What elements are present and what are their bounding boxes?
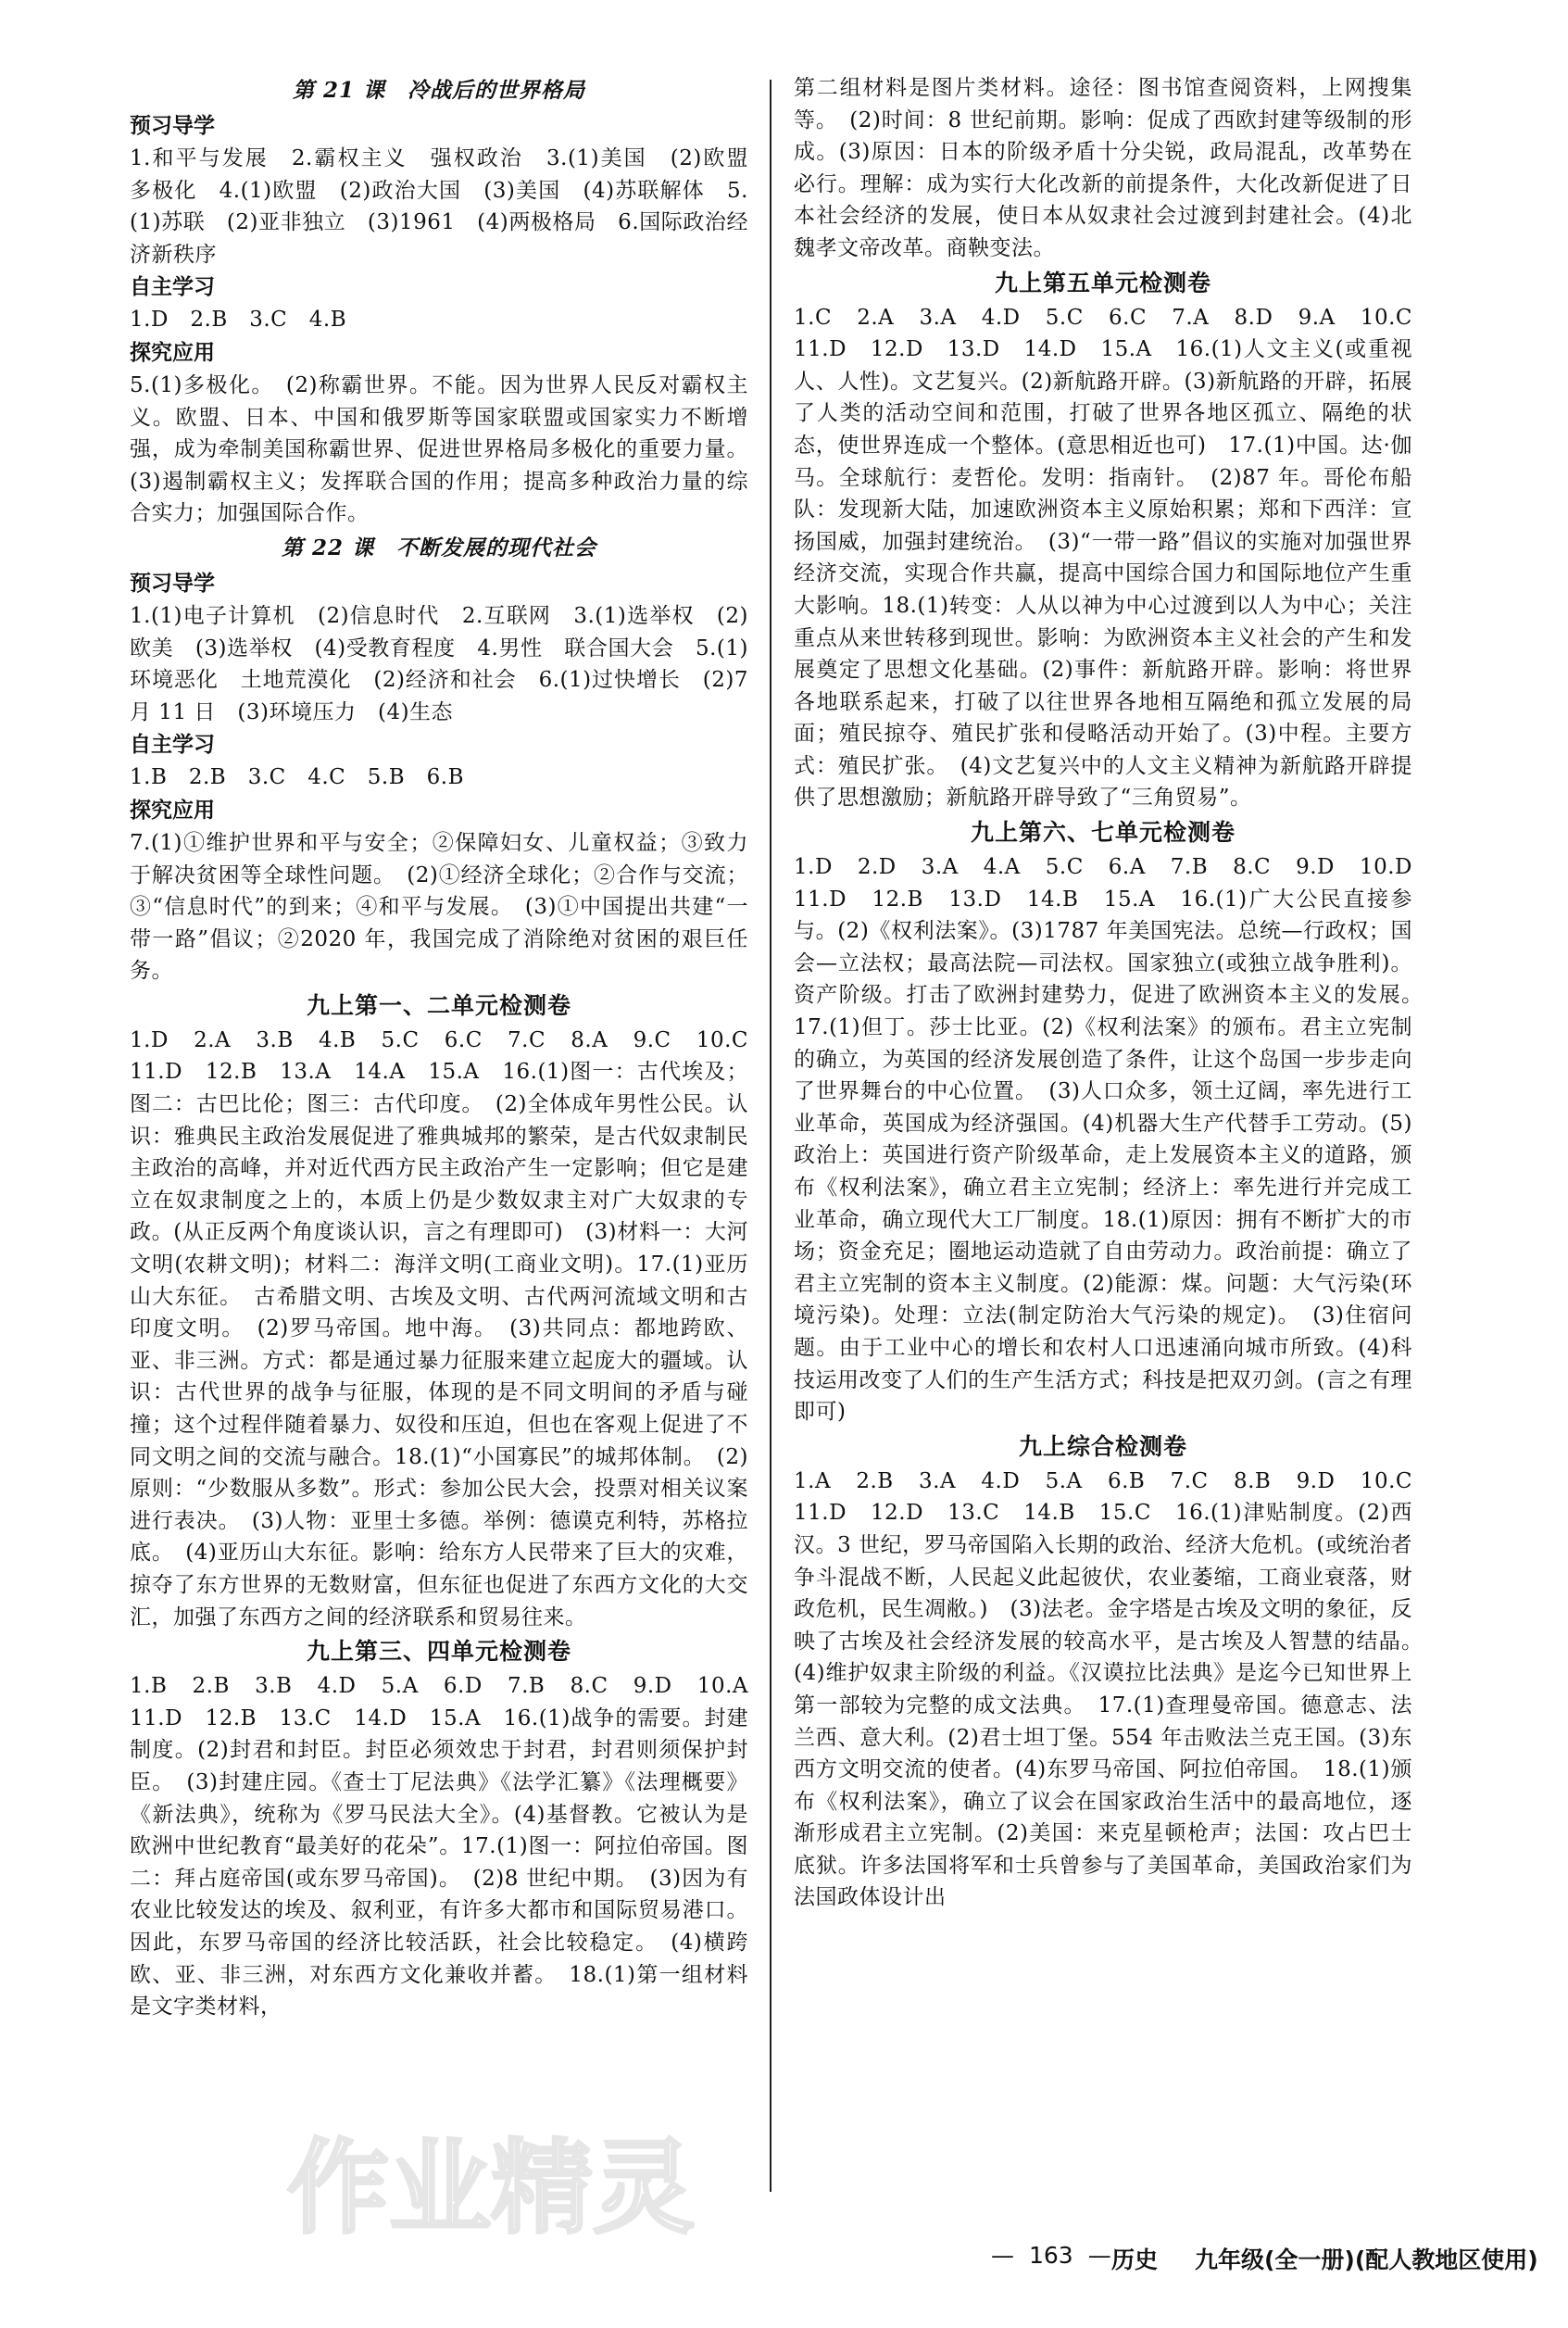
answer-text: 1.C 2.A 3.A 4.D 5.C 6.C 7.A 8.D 9.A 10.C 11.D 12.D 13.D 14.D 15.A 16.(1)人文主义(或重视人、人性)。文艺复兴。(2)新航路开辟。(3)新航路的开辟，拓展了人类的活动空间和范围，打破了世界各地区孤立、隔绝的状态，使世界连成一个整体。(意思相近也可) 17.(1)中国。达·伽马。全球航行：麦哲伦。发明：指南针。 (2)87 年。哥伦布船队：发现新大陆，加速欧洲资本主义原始积累；郑和下西洋：宣扬国威，加强封建统治。 (3)“一带一路”倡议的实施对加强世界经济交流，实现合作共赢，提高中国综合国力和国际地位产生重大影响。18.(1)转变：人从以神为中心过渡到以人为中心；关注重点从来世转移到现世。影响：为欧洲资本主义社会的产生和发展奠定了思想文化基础。(2)事件：新航路开辟。影响：将世界各地联系起来，打破了以往世界各地相互隔绝和孤立发展的局面；殖民掠夺、殖民扩张和侵略活动开始了。(3)中程。主要方式：殖民扩张。 (4)文艺复兴中的人文主义精神为新航路开辟提供了思想激励；新航路开辟导致了“三角贸易”。 [794,305,1435,811]
answer-text: 1.(1)电子计算机 (2)信息时代 2.互联网 3.(1)选举权 (2)欧美 (3)选举权 (4)受教育程度 4.男性 联合国大会 5.(1)环境恶化 土地荒漠化 (2)经济和社会 6.(1)过快增长 (2)7月 11 日 (3)环境压力 (4)生态 [130,603,748,724]
lesson-title: 第 22 课 不断发展的现代社会 [281,535,597,560]
footer-subject: 历史 [1111,2246,1159,2273]
answer-text: 1.A 2.B 3.A 4.D 5.A 6.B 7.C 8.B 9.D 10.C 11.D 12.D 13.C 14.B 15.C 16.(1)津贴制度。(2)西汉。3 世纪，罗马帝国陷入长期的政治、经济大危机。(或统治者争斗混战不断，人民起义此起彼伏，农业萎缩，工商业衰落，财政危机，民生凋敝。) (3)法老。金字塔是古埃及文明的象征，反映了古埃及社会经济发展的较高水平，是古埃及人智慧的结晶。 (4)维护奴隶主阶级的利益。《汉谟拉比法典》是迄今已知世界上第一部较为完整的成文法典。 17.(1)查理曼帝国。德意志、法兰西、意大利。(2)君士坦丁堡。554 年击败法兰克王国。(3)东西方文明交流的使者。(4)东罗马帝国、阿拉伯帝国。 18.(1)颁布《权利法案》，确立了议会在国家政治生活中的最高地位，逐渐形成君主立宪制。(2)美国：来克星顿枪声；法国：攻占巴士底狱。许多法国将军和士兵曾参与了美国革命，美国政治家们为法国政体设计出 [794,1468,1435,1910]
page-number: — 163 — [991,2242,1111,2269]
section-heading: 预习导学 [130,114,215,138]
section-heading: 探究应用 [130,340,215,365]
test-title: 九上综合检测卷 [1018,1432,1187,1460]
column-divider [770,80,771,2192]
lesson-title: 第 21 课 冷战后的世界格局 [292,78,586,103]
answer-text: 1.和平与发展 2.霸权主义 强权政治 3.(1)美国 (2)欧盟 多极化 4.(1)欧盟 (2)政治大国 (3)美国 (4)苏联解体 5.(1)苏联 (2)亚非独立 (3)1961 (4)两极格局 6.国际政治经济新秩序 [130,146,771,267]
section-heading: 自主学习 [130,275,215,300]
left-column [130,72,771,2023]
section-heading: 自主学习 [130,733,215,758]
answer-text: 5.(1)多极化。 (2)称霸世界。不能。因为世界人民反对霸权主义。欧盟、日本、中国和俄罗斯等国家联盟或国家实力不断增强，成为牵制美国称霸世界、促进世界格局多极化的重要力量。(3)遏制霸权主义；发挥联合国的作用；提高多种政治力量的综合实力；加强国际合作。 [130,372,748,526]
section-heading: 探究应用 [130,798,215,823]
answer-text: 1.B 2.B 3.C 4.C 5.B 6.B [130,765,464,790]
answer-text: 1.B 2.B 3.B 4.D 5.A 6.D 7.B 8.C 9.D 10.A 11.D 12.B 13.C 14.D 15.A 16.(1)战争的需要。封建制度。(2)封君和封臣。封臣必须效忠于封君，封君则须保护封臣。 (3)封建庄园。《查士丁尼法典》《法学汇纂》《法理概要》《新法典》，统称为《罗马民法大全》。(4)基督教。它被认为是欧洲中世纪教育“最美好的花朵”。17.(1)图一：阿拉伯帝国。图二：拜占庭帝国(或东罗马帝国)。 (2)8 世纪中期。 (3)因为有农业比较发达的埃及、叙利亚，有许多大都市和国际贸易港口。因此，东罗马帝国的经济比较活跃，社会比较稳定。 (4)横跨欧、亚、非三洲，对东西方文化兼收并蓄。 18.(1)第一组材料是文字类材料， [130,1674,771,2020]
answer-text: 第二组材料是图片类材料。途径：图书馆查阅资料，上网搜集等。 (2)时间：8 世纪前期。影响：促成了西欧封建等级制的形成。(3)原因：日本的阶级矛盾十分尖锐，政局混乱，改革势在必行。理解：成为实行大化改新的前提条件，大化改新促进了日本社会经济的发展，使日本从奴隶社会过渡到封建社会。(4)北魏孝文帝改革。商鞅变法。 [794,76,1412,260]
right-column [794,72,1435,1914]
test-title: 九上第三、四单元检测卷 [306,1638,571,1666]
section-heading: 预习导学 [130,571,215,596]
footer-grade: 九年级(全一册)(配人教地区使用) [1195,2246,1538,2273]
answer-text: 1.D 2.B 3.C 4.B [130,308,347,333]
answer-text: 7.(1)①维护世界和平与安全；②保障妇女、儿童权益；③致力于解决贫困等全球性问题。 (2)①经济全球化；②合作与交流；③“信息时代”的到来；④和平与发展。 (3)①中国提出共建“一带一路”倡议；②2020 年，我国完成了消除绝对贫困的艰巨任务。 [130,830,748,984]
test-title: 九上第六、七单元检测卷 [970,819,1236,847]
watermark-logo [278,2121,741,2251]
watermark-text: 作业精灵 [287,2129,695,2247]
test-title: 九上第五单元检测卷 [994,269,1211,296]
test-title: 九上第一、二单元检测卷 [306,991,571,1019]
answer-text: 1.D 2.A 3.B 4.B 5.C 6.C 7.C 8.A 9.C 10.C 11.D 12.B 13.A 14.A 15.A 16.(1)图一：古代埃及；图二：古巴比伦；图三：古代印度。 (2)全体成年男性公民。认识：雅典民主政治发展促进了雅典城邦的繁荣，是古代奴隶制民主政治的高峰，并对近代西方民主政治产生一定影响；但它是建立在奴隶制度之上的，本质上仍是少数奴隶主对广大奴隶的专政。(从正反两个角度谈认识，言之有理即可) (3)材料一：大河文明(农耕文明)；材料二：海洋文明(工商业文明)。17.(1)亚历山大东征。 古希腊文明、古埃及文明、古代两河流域文明和古印度文明。 (2)罗马帝国。地中海。 (3)共同点：都地跨欧、亚、非三洲。方式：都是通过暴力征服来建立起庞大的疆域。认识：古代世界的战争与征服，体现的是不同文明间的矛盾与碰撞；这个过程伴随着暴力、奴役和压迫，但也在客观上促进了不同文明之间的交流与融合。18.(1)“小国寡民”的城邦体制。 (2)原则：“少数服从多数”。形式：参加公民大会，投票对相关议案进行表决。 (3)人物：亚里士多德。举例：德谟克利特，苏格拉底。 (4)亚历山大东征。影响：给东方人民带来了巨大的灾难，掠夺了东方世界的无数财富，但东征也促进了东西方文化的大交汇，加强了东西方之间的经济联系和贸易往来。 [130,1027,771,1630]
answer-text: 1.D 2.D 3.A 4.A 5.C 6.A 7.B 8.C 9.D 10.D 11.D 12.B 13.D 14.B 15.A 16.(1)广大公民直接参与。(2)《权利法案》。(3)1787 年美国宪法。总统—行政权；国会—立法权；最高法院—司法权。国家独立(或独立战争胜利)。资产阶级。打击了欧洲封建势力，促进了欧洲资本主义的发展。 17.(1)但丁。莎士比亚。(2)《权利法案》的颁布。君主立宪制的确立，为英国的经济发展创造了条件，让这个岛国一步步走向了世界舞台的中心位置。 (3)人口众多，领土辽阔，率先进行工业革命，英国成为经济强国。(4)机器大生产代替手工劳动。(5)政治上：英国进行资产阶级革命，走上发展资本主义的道路，颁布《权利法案》，确立君主立宪制；经济上：率先进行并完成工业革命，确立现代大工厂制度。18.(1)原因：拥有不断扩大的市场；资金充足；圈地运动造就了自由劳动力。政治前提：确立了君主立宪制的资本主义制度。(2)能源：煤。问题：大气污染(环境污染)。处理：立法(制定防治大气污染的规定)。 (3)住宿问题。由于工业中心的增长和农村人口迅速涌向城市所致。(4)科技运用改变了人们的生产生活方式；科技是把双刃剑。(言之有理即可) [794,855,1435,1425]
